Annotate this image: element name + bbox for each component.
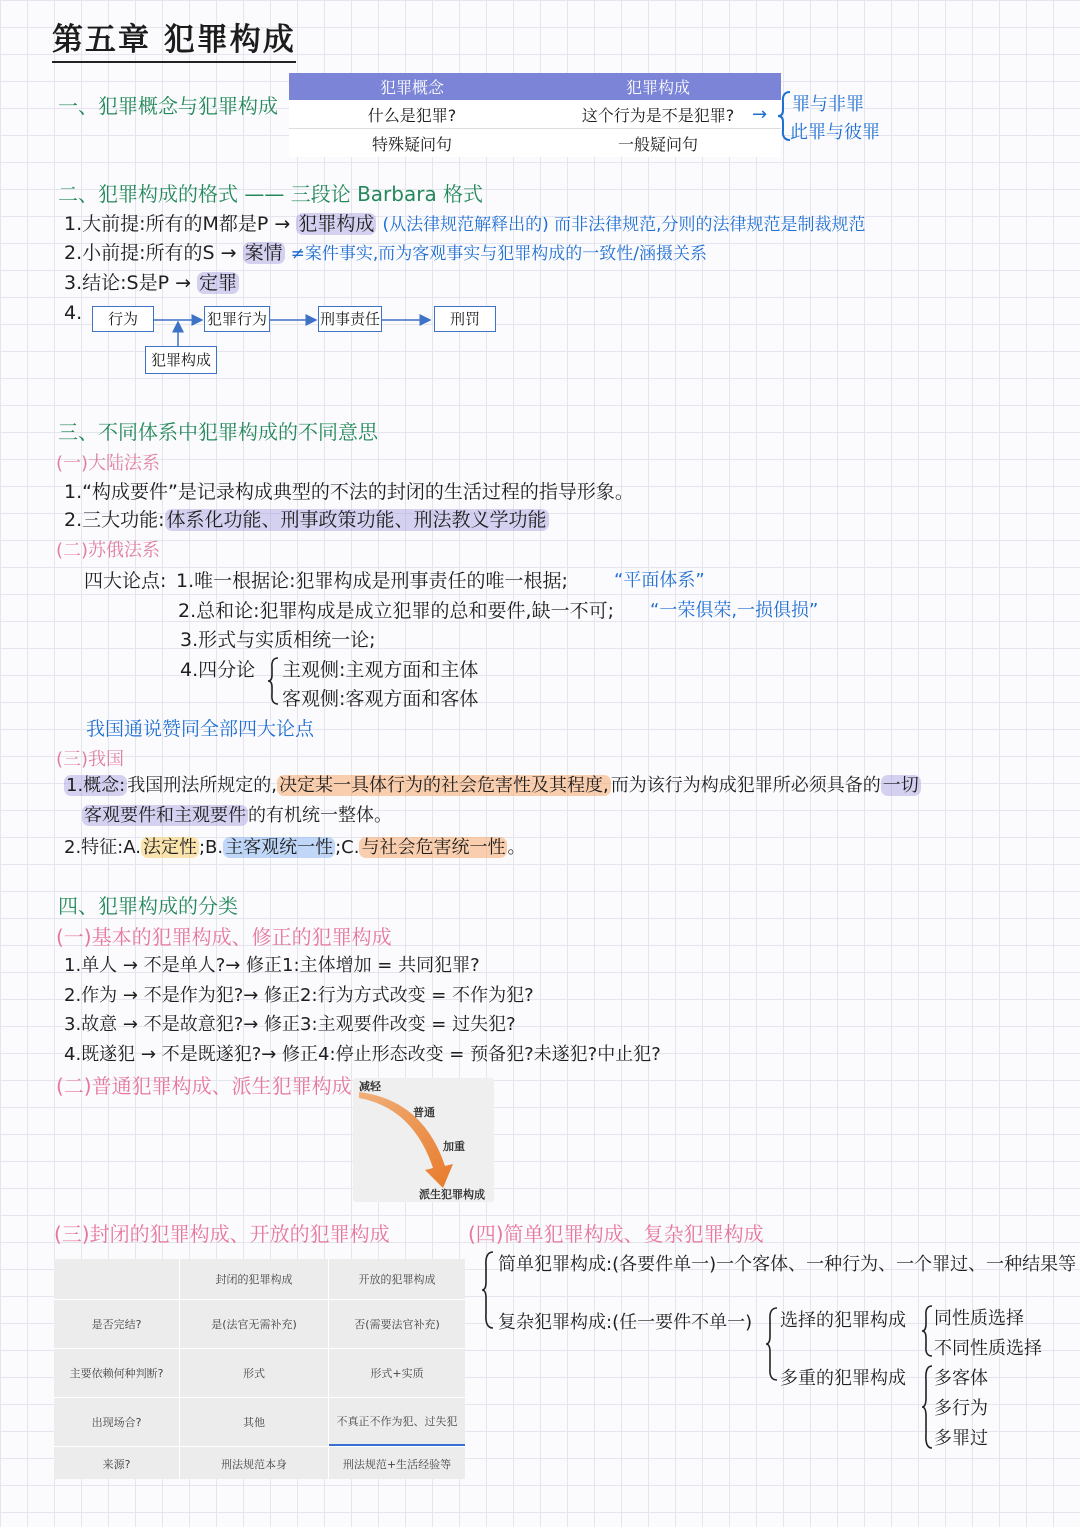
thesis-note: “一荣俱荣,一损俱损” bbox=[650, 600, 819, 621]
premise-major bbox=[64, 209, 866, 236]
brace-item: 此罪与彼罪 bbox=[790, 122, 880, 143]
concept-compare-table bbox=[289, 73, 781, 157]
thesis-note: “平面体系” bbox=[614, 570, 705, 591]
text-span: 的有机统一整体。 bbox=[248, 805, 392, 826]
section1-heading: 一、犯罪概念与犯罪构成 bbox=[58, 94, 278, 118]
table-row bbox=[54, 1447, 465, 1481]
conclusion bbox=[64, 268, 239, 295]
header-cell bbox=[54, 1259, 180, 1299]
highlight-text: 定罪 bbox=[199, 272, 238, 294]
table-row bbox=[54, 1300, 465, 1349]
header-cell: 封闭的犯罪构成 bbox=[180, 1259, 329, 1299]
subheading: (四)简单犯罪构成、复杂犯罪构成 bbox=[468, 1222, 764, 1246]
selective-item: 同性质选择 bbox=[934, 1308, 1024, 1329]
complex-constitution: 复杂犯罪构成:(任一要件不单一) bbox=[498, 1312, 753, 1333]
text-span: ;B. bbox=[198, 837, 224, 858]
multiple-item: 多客体 bbox=[934, 1368, 988, 1389]
highlight-text: 主客观统一性 bbox=[225, 837, 334, 858]
section4-heading: 四、犯罪构成的分类 bbox=[58, 894, 238, 918]
features-line bbox=[64, 833, 525, 859]
subheading: (二)普通犯罪构成、派生犯罪构成 bbox=[56, 1074, 352, 1098]
brace-icon bbox=[764, 1306, 780, 1382]
brace-icon bbox=[480, 1250, 496, 1330]
subheading: (三)封闭的犯罪构成、开放的犯罪构成 bbox=[54, 1222, 390, 1246]
highlight-text: 一切 bbox=[882, 775, 919, 796]
brace-item: 罪与非罪 bbox=[792, 94, 864, 115]
subheading: (三)我国 bbox=[56, 749, 125, 770]
thesis-2: 2.总和论:犯罪构成是成立犯罪的总和要件,缺一不可; bbox=[178, 600, 614, 622]
flow-box-act: 行为 bbox=[92, 306, 154, 332]
table-cell: 出现场合? bbox=[54, 1398, 180, 1446]
table-header bbox=[289, 73, 781, 100]
text-line: 1.“构成要件”是记录构成典型的不法的封闭的生活过程的指导形象。 bbox=[64, 481, 634, 503]
table-cell: 形式 bbox=[180, 1349, 329, 1397]
table-cell: 来源? bbox=[54, 1447, 180, 1481]
flow-box-criminal-act: 犯罪行为 bbox=[204, 306, 270, 332]
table-row bbox=[289, 100, 781, 129]
arrow-icon: → bbox=[752, 104, 768, 125]
theses-lead: 四大论点: bbox=[84, 570, 167, 592]
brace-icon bbox=[920, 1304, 934, 1358]
selective-constitution: 选择的犯罪构成 bbox=[780, 1310, 906, 1331]
table-cell: 特殊疑问句 bbox=[371, 134, 452, 154]
flow-box-constitution: 犯罪构成 bbox=[145, 346, 217, 374]
table-row bbox=[54, 1398, 465, 1447]
list-item: 4.既遂犯 → 不是既遂犯?→ 修正4:停止形态改变 = 预备犯?未遂犯?中止犯? bbox=[64, 1044, 661, 1065]
list-item: 2.作为 → 不是作为犯?→ 修正2:行为方式改变 = 不作为犯? bbox=[64, 985, 534, 1006]
derived-constitution-diagram bbox=[353, 1078, 494, 1202]
page-title: 第五章 犯罪构成 bbox=[52, 14, 296, 63]
table-cell: 不真正不作为犯、过失犯 bbox=[329, 1398, 465, 1446]
functions-line bbox=[64, 505, 549, 532]
thesis-3: 3.形式与实质相统一论; bbox=[180, 629, 376, 651]
highlight-text: 法定性 bbox=[142, 837, 197, 858]
section3-heading: 三、不同体系中犯罪构成的不同意思 bbox=[58, 420, 378, 444]
premise-note: (从法律规范解释出的) 而非法律规范,分则的法律规范是制裁规范 bbox=[382, 215, 866, 235]
flow-box-liability: 刑事责任 bbox=[318, 306, 382, 332]
thesis-4-objective: 客观侧:客观方面和客体 bbox=[282, 688, 479, 710]
text-span: ;C. bbox=[335, 837, 360, 858]
text-span: 2.特征:A. bbox=[64, 837, 141, 858]
table-cell: 形式+实质 bbox=[370, 1367, 424, 1380]
subheading: (一)基本的犯罪构成、修正的犯罪构成 bbox=[56, 925, 392, 949]
table-header bbox=[54, 1259, 465, 1300]
table-cell: 刑法规范本身 bbox=[180, 1447, 329, 1481]
conclusion-text: 3.结论:S是P → bbox=[64, 272, 198, 294]
thesis-4-subjective: 主观侧:主观方面和主体 bbox=[282, 659, 479, 681]
subheading: (一)大陆法系 bbox=[56, 453, 161, 474]
thesis-4: 4.四分论 bbox=[180, 659, 256, 681]
multiple-item: 多行为 bbox=[934, 1398, 988, 1419]
concept-line-2 bbox=[82, 801, 392, 827]
section2-heading: 二、犯罪构成的格式 —— 三段论 Barbara 格式 bbox=[58, 182, 484, 206]
simple-constitution: 简单犯罪构成:(各要件单一)一个客体、一种行为、一个罪过、一种结果等 bbox=[498, 1254, 1077, 1275]
table-row bbox=[54, 1349, 465, 1398]
table-row bbox=[289, 129, 781, 157]
flow-box-punishment: 刑罚 bbox=[434, 306, 496, 332]
table-cell: 是否完结? bbox=[54, 1300, 180, 1348]
highlight-text: 犯罪构成 bbox=[298, 213, 375, 235]
highlight-text: 与社会危害统一性 bbox=[361, 837, 506, 858]
premise-text: 1.大前提:所有的M都是P → bbox=[64, 213, 297, 235]
brace-icon bbox=[266, 656, 280, 706]
header-cell: 犯罪概念 bbox=[379, 78, 444, 97]
premise-note: ≠案件事实,而为客观事实与犯罪构成的一致性/涵摄关系 bbox=[290, 244, 708, 264]
premise-minor bbox=[64, 238, 707, 265]
diagram-label: 派生犯罪构成 bbox=[419, 1188, 485, 1201]
table-cell: 其他 bbox=[180, 1398, 329, 1446]
list-item: 1.单人 → 不是单人?→ 修正1:主体增加 = 共同犯罪? bbox=[64, 955, 480, 976]
open-closed-table bbox=[54, 1259, 465, 1479]
consensus-note: 我国通说赞同全部四大论点 bbox=[86, 718, 315, 740]
table-cell: 刑法规范+生活经验等 bbox=[342, 1458, 452, 1471]
highlight-text: 案情 bbox=[244, 242, 283, 264]
table-cell: 否(需要法官补充) bbox=[354, 1318, 440, 1331]
highlight-text: 客观要件和主观要件 bbox=[84, 805, 246, 826]
header-cell: 开放的犯罪构成 bbox=[358, 1273, 436, 1286]
multiple-constitution: 多重的犯罪构成 bbox=[780, 1368, 906, 1389]
curved-arrow-icon bbox=[353, 1078, 494, 1202]
label-text: 2.三大功能: bbox=[64, 509, 165, 531]
highlight-text: 决定某一具体行为的社会危害性及其程度, bbox=[278, 775, 609, 796]
header-cell: 犯罪构成 bbox=[625, 78, 690, 97]
text-span: 我国刑法所规定的, bbox=[127, 775, 277, 796]
text-span: 而为该行为构成犯罪所必须具备的 bbox=[610, 775, 881, 796]
table-cell: 一般疑问句 bbox=[617, 134, 698, 154]
premise-text: 2.小前提:所有的S → bbox=[64, 242, 243, 264]
table-cell: 主要依赖何种判断? bbox=[54, 1349, 180, 1397]
table-cell: 什么是犯罪? bbox=[367, 105, 457, 125]
flow-arrows bbox=[150, 308, 510, 348]
flow-number: 4. bbox=[64, 302, 83, 324]
selective-item: 不同性质选择 bbox=[934, 1338, 1042, 1359]
highlight-text: 体系化功能、刑事政策功能、刑法教义学功能 bbox=[166, 509, 547, 531]
diagram-label: 减轻 bbox=[359, 1080, 381, 1093]
brace-icon bbox=[920, 1364, 934, 1450]
concept-line bbox=[64, 771, 921, 797]
list-item: 3.故意 → 不是故意犯?→ 修正3:主观要件改变 = 过失犯? bbox=[64, 1014, 516, 1035]
text-span: 。 bbox=[507, 837, 526, 858]
diagram-label: 加重 bbox=[443, 1140, 465, 1153]
table-cell: 是(法官无需补充) bbox=[180, 1300, 329, 1348]
highlight-text: 1.概念: bbox=[66, 775, 126, 796]
subheading: (二)苏俄法系 bbox=[56, 540, 161, 561]
table-cell: 这个行为是不是犯罪? bbox=[581, 105, 735, 125]
diagram-label: 普通 bbox=[413, 1106, 435, 1119]
multiple-item: 多罪过 bbox=[934, 1428, 988, 1449]
thesis-1: 1.唯一根据论:犯罪构成是刑事责任的唯一根据; bbox=[176, 570, 568, 592]
